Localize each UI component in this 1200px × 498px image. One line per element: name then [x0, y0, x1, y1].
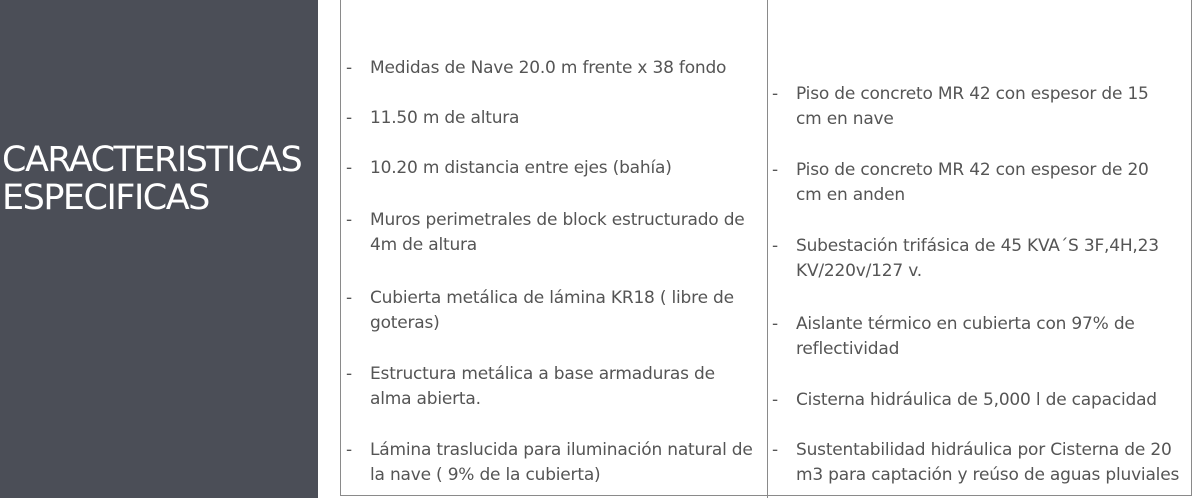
- list-item-line-2: goteras): [370, 313, 440, 333]
- list-item: [346, 438, 753, 488]
- list-item: [772, 82, 1149, 132]
- bullet-dash: -: [346, 58, 352, 78]
- list-item-line-1: 11.50 m de altura: [370, 108, 520, 128]
- list-item: [772, 438, 1179, 488]
- list-item-line-1: Cisterna hidráulica de 5,000 l de capacidad: [796, 390, 1157, 410]
- bullet-dash: -: [772, 390, 778, 410]
- bullet-dash: -: [346, 364, 352, 384]
- list-item-line-2: la nave ( 9% de la cubierta): [370, 465, 601, 485]
- bullet-dash: -: [346, 158, 352, 178]
- list-item: [346, 208, 745, 258]
- bullet-dash: -: [346, 288, 352, 308]
- bullet-dash: -: [346, 440, 352, 460]
- list-item-line-1: Muros perimetrales de block estructurado de: [370, 210, 745, 230]
- list-item-line-2: alma abierta.: [370, 389, 481, 409]
- list-item-line-1: Subestación trifásica de 45 KVA´S 3F,4H,23: [796, 236, 1159, 256]
- bullet-dash: -: [772, 314, 778, 334]
- list-item-line-2: 4m de altura: [370, 235, 478, 255]
- list-item-line-1: Estructura metálica a base armaduras de: [370, 364, 715, 384]
- sidebar-panel: [0, 0, 318, 498]
- bullet-dash: -: [346, 210, 352, 230]
- list-item: [346, 286, 734, 336]
- list-item: [772, 388, 1157, 413]
- list-item-line-1: Cubierta metálica de lámina KR18 ( libre de: [370, 288, 734, 308]
- list-item: [346, 56, 726, 81]
- section-title-line-2: ESPECIFICAS: [2, 178, 209, 218]
- list-item-line-1: 10.20 m distancia entre ejes (bahía): [370, 158, 672, 178]
- section-title-line-1: CARACTERISTICAS: [2, 140, 302, 180]
- list-item-line-2: cm en anden: [796, 185, 905, 205]
- bullet-dash: -: [772, 84, 778, 104]
- list-item-line-1: Aislante térmico en cubierta con 97% de: [796, 314, 1135, 334]
- bullet-dash: -: [772, 160, 778, 180]
- section-title: [2, 141, 316, 217]
- list-item: [346, 362, 715, 412]
- bullet-dash: -: [346, 108, 352, 128]
- list-item: [772, 158, 1149, 208]
- list-item: [346, 106, 519, 131]
- list-item: [772, 234, 1159, 284]
- list-item-line-2: m3 para captación y reúso de aguas pluviales: [796, 465, 1180, 485]
- list-item: [346, 156, 672, 181]
- list-item-line-2: cm en nave: [796, 109, 894, 129]
- list-item: [772, 312, 1135, 362]
- bullet-dash: -: [772, 236, 778, 256]
- list-item-line-2: KV/220v/127 v.: [796, 261, 922, 281]
- list-item-line-2: reflectividad: [796, 339, 900, 359]
- bullet-dash: -: [772, 440, 778, 460]
- list-item-line-1: Sustentabilidad hidráulica por Cisterna de 20: [796, 440, 1172, 460]
- list-item-line-1: Piso de concreto MR 42 con espesor de 20: [796, 160, 1149, 180]
- column-divider: [767, 0, 768, 498]
- list-item-line-1: Piso de concreto MR 42 con espesor de 15: [796, 84, 1149, 104]
- list-item-line-1: Medidas de Nave 20.0 m frente x 38 fondo: [370, 58, 727, 78]
- list-item-line-1: Lámina traslucida para iluminación natural de: [370, 440, 753, 460]
